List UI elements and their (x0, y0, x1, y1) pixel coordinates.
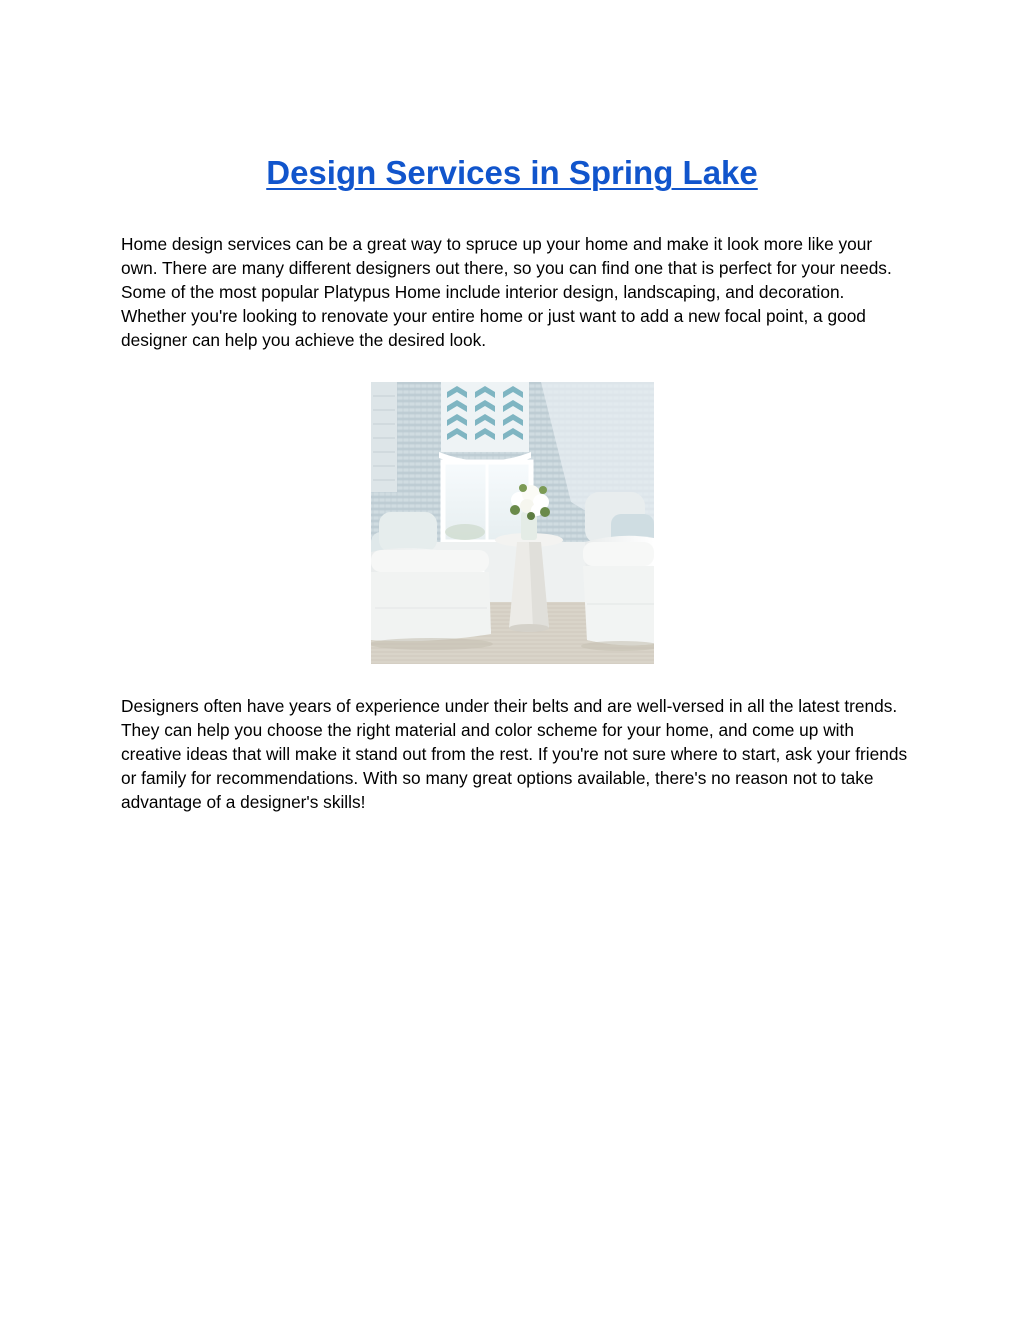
intro-paragraph: Home design services can be a great way to spruce up your home and make it look more like your own. There are many different designers out there, so you can find one that is perfect for your needs. Some of the most popular Platypus Home include interior design, landscaping, and decoration. Whether you're looking to renovate your entire home or just want to add a new focal point, a good designer can help you achieve the desired look. (121, 234, 892, 350)
title-link[interactable]: Design Services in Spring Lake (266, 154, 758, 191)
designers-paragraph: Designers often have years of experience under their belts and are well-versed in all the latest trends. They can help you choose the right material and color scheme for your home, and come up with creative ideas that will make it stand out from the rest. If you're not sure where to start, ask your friends or family for recommendations. With so many great options available, there's no reason not to take advantage of a designer's skills! (121, 696, 908, 812)
interior-photo (371, 382, 654, 664)
page-title (0, 150, 1024, 196)
